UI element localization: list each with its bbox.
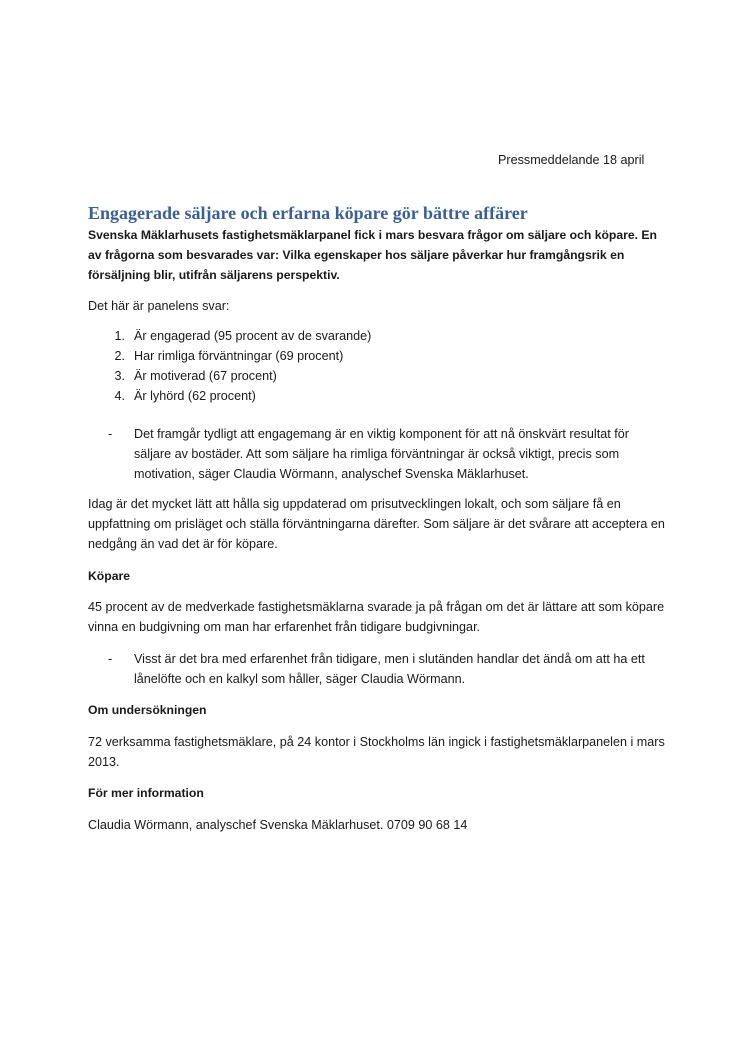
list-item-number: 1. [114,329,125,343]
page-title: Engagerade säljare och erfarna köpare gör bättre affärer [88,203,528,223]
quote-dash: - [108,427,113,441]
quote-engagement [88,424,660,484]
body-paragraph-prices: Idag är det mycket lätt att hålla sig uppdaterad om prisutvecklingen lokalt, och som säljare få en uppfattning om prisläget och ställa förväntningarna därefter. Som säljare är det svårare att acceptera en nedgång än vad det är för köpare. [88,497,665,551]
section-heading-buyers: Köpare [88,569,130,583]
quote-text: Det framgår tydligt att engagemang är en viktig komponent för att nå önskvärt resultat för säljare av bostäder. Att som säljare ha rimliga förväntningar är också viktigt, precis som motivation, säger Claudia Wörmann, analyschef Svenska Mäklarhuset. [134,427,629,481]
contact-info: Claudia Wörmann, analyschef Svenska Mäklarhuset. 0709 90 68 14 [88,818,468,832]
list-item-text: Är lyhörd (62 procent) [134,389,256,403]
list-item-text: Har rimliga förväntningar (69 procent) [134,349,344,363]
section-heading-survey: Om undersökningen [88,703,207,717]
list-item [88,386,648,406]
list-item [88,366,648,386]
quote-text: Visst är det bra med erfarenhet från tidigare, men i slutänden handlar det ändå om att ha ett lånelöfte och en kalkyl som håller, säger Claudia Wörmann. [134,652,645,686]
list-item-number: 3. [114,369,125,383]
quote-experience [88,649,660,689]
list-item-number: 2. [114,349,125,363]
list-item-text: Är engagerad (95 procent av de svarande) [134,329,372,343]
intro-text: Det här är panelens svar: [88,299,230,313]
lead-paragraph: Svenska Mäklarhusets fastighetsmäklarpanel fick i mars besvara frågor om säljare och köpare. En av frågorna som besvarades var: Vilka egenskaper hos säljare påverkar hur framgångsrik en försäljning blir, utifrån säljarens perspektiv. [88,228,658,282]
answers-list [88,326,648,406]
list-item [88,326,648,346]
press-release-date: Pressmeddelande 18 april [498,153,645,167]
section-heading-contact: För mer information [88,786,204,800]
body-paragraph-buyers: 45 procent av de medverkade fastighetsmäklarna svarade ja på frågan om det är lättare att som köpare vinna en budgivning om man har erfarenhet från tidigare budgivningar. [88,600,665,634]
list-item-number: 4. [114,389,125,403]
list-item [88,346,648,366]
quote-dash: - [108,652,113,666]
body-paragraph-survey: 72 verksamma fastighetsmäklare, på 24 kontor i Stockholms län ingick i fastighetsmäklarpanelen i mars 2013. [88,735,665,769]
list-item-text: Är motiverad (67 procent) [134,369,277,383]
